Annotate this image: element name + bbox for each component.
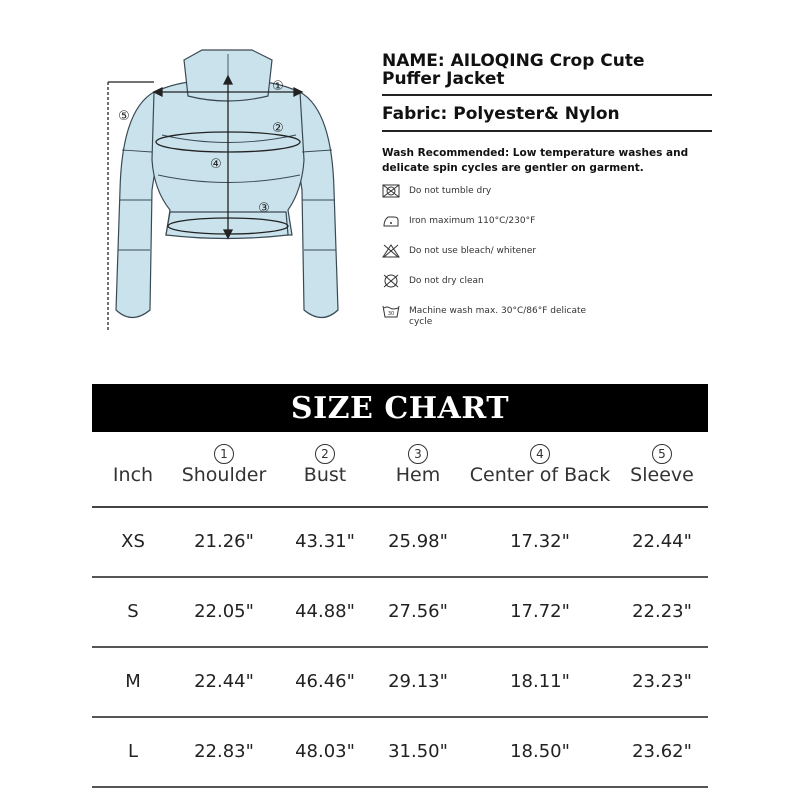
care-item: 30 Machine wash max. 30°C/86°F delicate cycle (382, 304, 712, 334)
table-cell: 29.13" (388, 671, 448, 692)
table-row (92, 718, 708, 788)
no-tumble-dry-icon (382, 184, 400, 198)
marker-2: ② (272, 121, 284, 136)
care-instructions (382, 184, 712, 334)
table-cell: 22.23" (632, 601, 692, 622)
no-dry-clean-icon (382, 274, 400, 288)
machine-wash-icon (382, 304, 400, 318)
table-cell: 46.46" (295, 671, 355, 692)
table-cell: 18.11" (510, 671, 570, 692)
marker-3: ③ (258, 201, 270, 216)
table-cell: 17.72" (510, 601, 570, 622)
size-label: XS (121, 531, 145, 552)
wash-recommendation: Wash Recommended: Low temperature washes and delicate spin cycles are gentler on garment. (382, 147, 689, 174)
table-cell: 22.44" (632, 531, 692, 552)
table-cell: 18.50" (510, 741, 570, 762)
svg-text:30: 30 (387, 311, 395, 317)
care-item: Do not dry clean (382, 274, 712, 304)
divider (382, 130, 712, 132)
product-info (382, 52, 712, 334)
table-cell: 23.62" (632, 741, 692, 762)
table-cell: 22.05" (194, 601, 254, 622)
marker-4: ④ (210, 157, 222, 172)
marker-1: ① (272, 79, 284, 94)
table-cell: 22.44" (194, 671, 254, 692)
care-item: Do not tumble dry (382, 184, 712, 214)
table-cell: 43.31" (295, 531, 355, 552)
header-center-of-back: 4 Center of Back (458, 442, 622, 486)
table-cell: 21.26" (194, 531, 254, 552)
divider (382, 94, 712, 96)
table-cell: 25.98" (388, 531, 448, 552)
table-cell: 22.83" (194, 741, 254, 762)
table-row (92, 578, 708, 648)
size-chart-table (92, 432, 708, 788)
table-cell: 48.03" (295, 741, 355, 762)
iron-icon (382, 214, 400, 228)
header-hem: 3 Hem (370, 442, 466, 486)
size-label: M (125, 671, 141, 692)
jacket-illustration (92, 40, 362, 340)
table-cell: 27.56" (388, 601, 448, 622)
table-row (92, 648, 708, 718)
marker-5: ⑤ (118, 109, 130, 124)
header-bust: 2 Bust (280, 442, 370, 486)
header-sleeve: 5 Sleeve (622, 442, 702, 486)
no-bleach-icon (382, 244, 400, 258)
size-label: S (127, 601, 139, 622)
care-item: Do not use bleach/ whitener (382, 244, 712, 274)
product-name: NAME: AILOQING Crop Cute Puffer Jacket (382, 51, 645, 89)
header-unit: Inch (112, 464, 154, 486)
table-cell: 17.32" (510, 531, 570, 552)
header-shoulder: 1 Shoulder (168, 442, 280, 486)
table-cell: 31.50" (388, 741, 448, 762)
table-cell: 44.88" (295, 601, 355, 622)
table-row (92, 508, 708, 578)
size-label: L (127, 741, 139, 762)
fabric-label: Fabric: Polyester& Nylon (382, 104, 620, 124)
size-chart-title: SIZE CHART (92, 384, 708, 432)
table-header (92, 432, 708, 508)
care-item: Iron maximum 110°C/230°F (382, 214, 712, 244)
table-cell: 23.23" (632, 671, 692, 692)
